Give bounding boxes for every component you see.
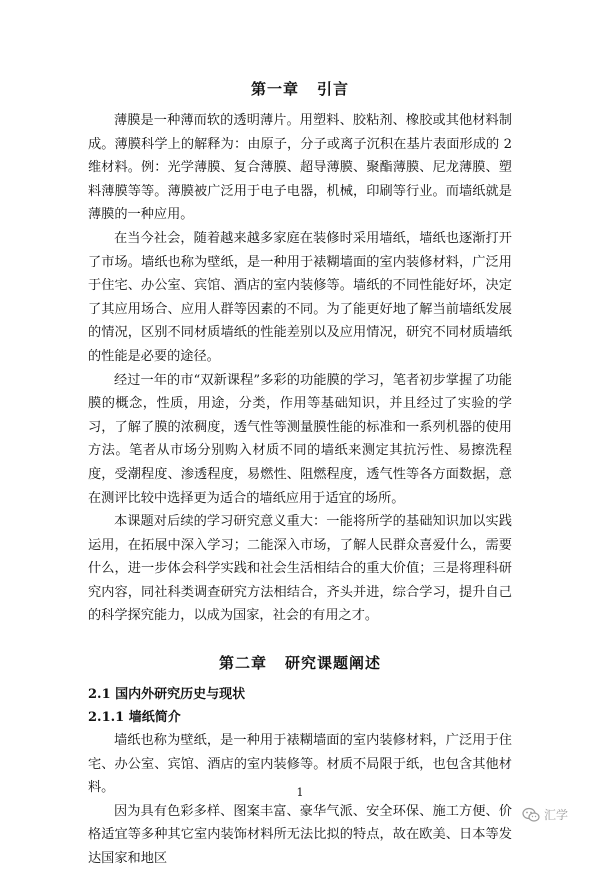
section-heading: 2.1 国内外研究历史与现状 <box>88 687 246 703</box>
watermark-text: 汇学 <box>544 808 569 822</box>
chapter-1-paragraph-1: 薄膜是一种薄而软的透明薄片。用塑料、胶粘剂、橡胶或其他材料制成。薄膜科学上的解释为：由原子，分子或离子沉积在基片表面形成的 2 维材料。例：光学薄膜、复合薄膜、超导薄膜、聚酯薄膜、尼龙薄膜、塑料薄膜等等。薄膜被广泛用于电子电器，机械，印刷等行业。而墙纸就是薄膜的一种应用。 <box>88 113 512 223</box>
chapter-1-number: 第一章 <box>250 80 299 98</box>
chapter-2-title <box>88 652 512 673</box>
page-content <box>88 72 512 871</box>
chapter-2-paragraph-2: 因为具有色彩多样、图案丰富、豪华气派、安全环保、施工方便、价格适宜等多种其它室内装饰材料所无法比拟的特点，故在欧美、日本等发达国家和地区 <box>88 803 512 867</box>
chapter-1-name: 引言 <box>317 80 350 98</box>
chapter-1-paragraph-2: 在当今社会，随着越来越多家庭在装修时采用墙纸，墙纸也逐渐打开了市场。墙纸也称为壁纸，是一种用于裱糊墙面的室内装修材料，广泛用于住宅、办公室、宾馆、酒店的室内装修等。墙纸的不同性能好坏，决定了其应用场合、应用人群等因素的不同。为了能更好地了解当前墙纸发展的情况，区别不同材质墙纸的性能差别以及应用情况，研究不同材质墙纸的性能是必要的途径。 <box>88 230 512 364</box>
chapter-1-title <box>88 78 512 99</box>
subsection-heading: 2.1.1 墙纸简介 <box>88 710 181 726</box>
chapter-2-paragraph-1: 墙纸也称为壁纸，是一种用于裱糊墙面的室内装修材料，广泛用于住宅、办公室、宾馆、酒店的室内装修等。材质不局限于纸，也包含其他材料。 <box>88 733 512 796</box>
chapter-1-paragraph-3: 经过一年的市“双新课程”多彩的功能膜的学习，笔者初步掌握了功能膜的概念，性质，用途，分类，作用等基础知识，并且经过了实验的学习，了解了膜的浓稠度，透气性等测量膜性能的标准和一系列机器的使用方法。笔者从市场分别购入材质不同的墙纸来测定其抗污性、易擦洗程度，受潮程度、渗透程度，易燃性、阻燃程度，透气性等各方面数据，意在测评比较中选择更为适合的墙纸应用于适宜的场所。 <box>88 372 512 506</box>
chapter-2-name: 研究课题阐述 <box>285 654 382 673</box>
watermark <box>522 806 568 823</box>
chapter-1-paragraph-4: 本课题对后续的学习研究意义重大：一能将所学的基础知识加以实践运用，在拓展中深入学习；二能深入市场，了解人民群众喜爱什么，需要什么，进一步体会科学实践和社会生活相结合的重大价值；三是将理科研究内容，同社科类调查研究方法相结合，齐头并进，综合学习，提升自己的科学探究能力，以成为国家，社会的有用之才。 <box>88 514 512 624</box>
chapter-2-number: 第二章 <box>218 654 267 673</box>
wechat-logo-icon <box>522 807 540 823</box>
page-number: 1 <box>296 786 304 799</box>
